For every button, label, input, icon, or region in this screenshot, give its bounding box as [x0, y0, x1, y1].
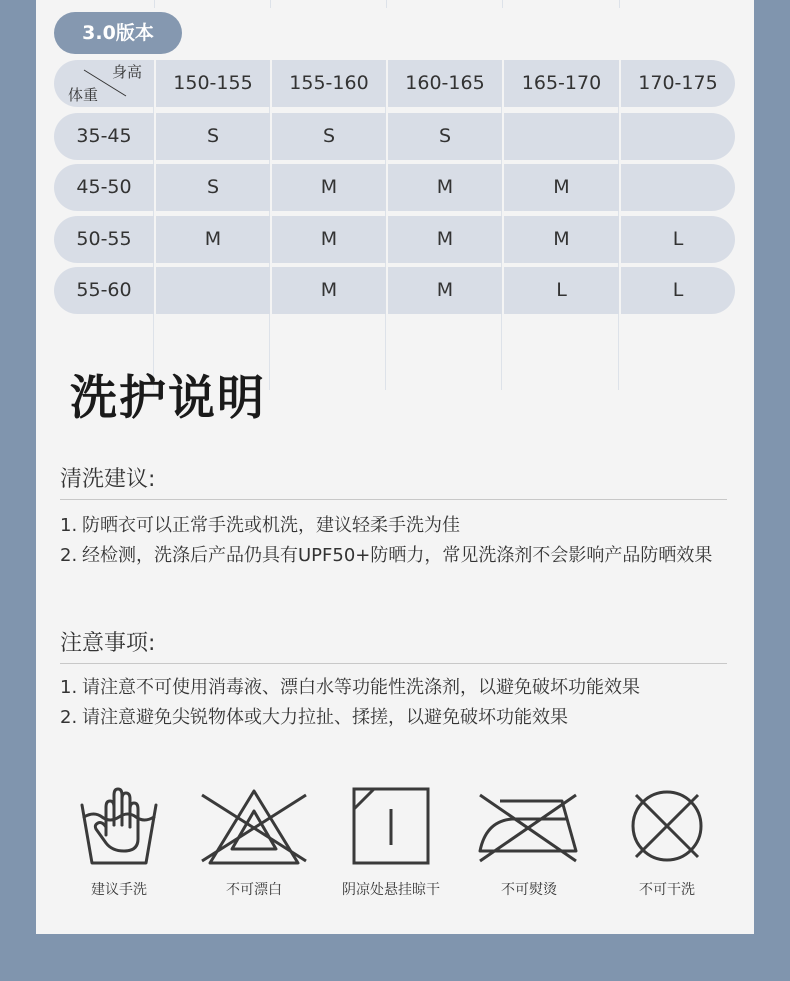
- weight-cell: 55-60: [76, 279, 132, 301]
- size-cell: M: [270, 267, 386, 314]
- product-info-card: [36, 0, 754, 934]
- column-divider: [619, 0, 620, 8]
- height-header: 150-155: [154, 60, 270, 107]
- list-number: 2.: [60, 707, 78, 728]
- size-cell: [154, 267, 270, 314]
- care-icon-label: 建议手洗: [91, 882, 147, 898]
- table-row: [54, 267, 735, 314]
- list-item: [60, 541, 730, 571]
- size-cell: M: [386, 164, 502, 211]
- wash-list: [60, 511, 730, 571]
- size-cell: S: [154, 113, 270, 160]
- size-cell: L: [502, 267, 619, 314]
- table-row: [54, 113, 735, 160]
- hand-wash-icon: [74, 785, 164, 867]
- no-iron-icon: [476, 785, 582, 867]
- column-divider: [386, 0, 387, 8]
- size-cell: L: [619, 267, 735, 314]
- version-badge: 3.0版本: [54, 12, 182, 54]
- shade-dry-icon: [350, 785, 432, 867]
- section-divider: [60, 663, 727, 664]
- size-cell: L: [619, 216, 735, 263]
- care-icon-item: [326, 785, 456, 899]
- table-row: [54, 164, 735, 211]
- care-icon-item: [54, 785, 184, 899]
- care-icon-label: 不可漂白: [226, 882, 282, 898]
- size-cell: M: [386, 267, 502, 314]
- size-cell: M: [502, 216, 619, 263]
- list-number: 1.: [60, 515, 78, 536]
- section-divider: [60, 499, 727, 500]
- height-header: 170-175: [619, 60, 735, 107]
- height-header: 165-170: [502, 60, 619, 107]
- notice-list: [60, 673, 730, 733]
- size-cell: M: [270, 216, 386, 263]
- weight-cell: 50-55: [76, 228, 132, 250]
- care-icons: [36, 785, 754, 915]
- size-cell: M: [386, 216, 502, 263]
- height-header: 155-160: [270, 60, 386, 107]
- no-dry-clean-icon: [626, 785, 708, 867]
- size-cell: M: [154, 216, 270, 263]
- notice-section-title: 注意事项:: [60, 631, 156, 656]
- list-text: 经检测，洗涤后产品仍具有UPF50+防晒力，常见洗涤剂不会影响产品防晒效果: [82, 545, 713, 566]
- care-icon-label: 不可熨烫: [501, 882, 557, 898]
- list-text: 防晒衣可以正常手洗或机洗，建议轻柔手洗为佳: [82, 515, 460, 536]
- weight-cell: 35-45: [76, 125, 132, 147]
- size-cell: [619, 164, 735, 211]
- size-cell: S: [270, 113, 386, 160]
- size-cell: [619, 113, 735, 160]
- size-cell: M: [502, 164, 619, 211]
- list-number: 1.: [60, 677, 78, 698]
- care-icon-item: [602, 785, 732, 899]
- care-icon-label: 阴凉处悬挂晾干: [342, 882, 440, 898]
- list-item: [60, 673, 730, 703]
- column-divider: [154, 0, 155, 8]
- list-text: 请注意不可使用消毒液、漂白水等功能性洗涤剂，以避免破坏功能效果: [82, 677, 640, 698]
- weight-cell: 45-50: [76, 176, 132, 198]
- list-item: [60, 703, 730, 733]
- table-header-row: [54, 60, 735, 107]
- list-number: 2.: [60, 545, 78, 566]
- weight-label: 体重: [68, 86, 99, 104]
- list-item: [60, 511, 730, 541]
- height-header: 160-165: [386, 60, 502, 107]
- wash-section-title: 清洗建议:: [60, 467, 156, 492]
- column-divider: [502, 0, 503, 8]
- care-icon-item: [464, 785, 594, 899]
- care-icon-label: 不可干洗: [639, 882, 695, 898]
- height-label: 身高: [111, 63, 142, 81]
- care-title: 洗护说明: [70, 371, 266, 426]
- size-cell: S: [386, 113, 502, 160]
- table-corner-cell: [54, 60, 154, 107]
- size-cell: S: [154, 164, 270, 211]
- size-cell: [502, 113, 619, 160]
- column-divider: [270, 0, 271, 8]
- list-text: 请注意避免尖锐物体或大力拉扯、揉搓，以避免破坏功能效果: [82, 707, 568, 728]
- table-row: [54, 216, 735, 263]
- size-cell: M: [270, 164, 386, 211]
- no-bleach-icon: [198, 785, 310, 867]
- care-icon-item: [189, 785, 319, 899]
